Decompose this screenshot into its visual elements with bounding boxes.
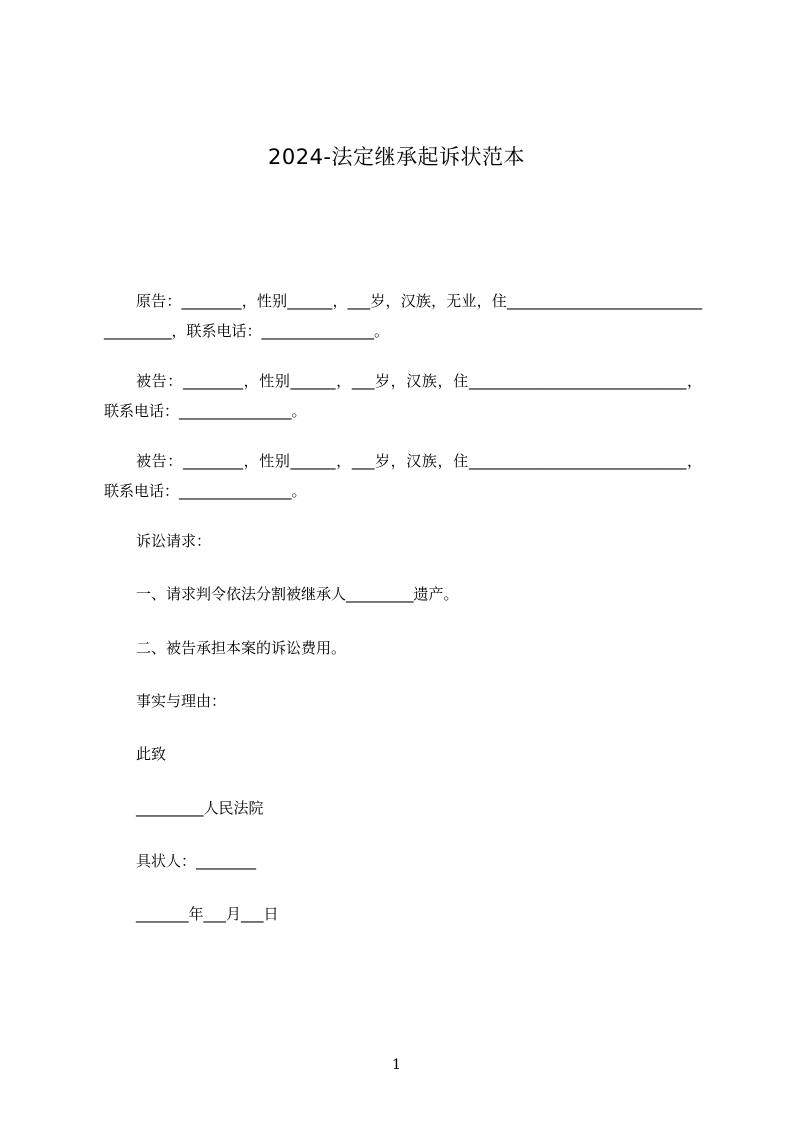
document-title: 2024-法定继承起诉状范本 — [267, 145, 526, 169]
salutation: 此致 — [136, 745, 167, 763]
facts-heading: 事实与理由： — [136, 692, 227, 710]
defendant-paragraph-2: 被告：________，性别______，___岁，汉族，住_____________________________，联系电话：_______________。 — [104, 452, 702, 500]
plaintiff-paragraph: 原告：________，性别______，___岁，汉族，无业，住___________________________________，联系电话：_______________。 — [104, 292, 702, 340]
claim-item-1: 一、请求判令依法分割被继承人_________遗产。 — [136, 585, 459, 603]
claim-item-2: 二、被告承担本案的诉讼费用。 — [136, 639, 347, 657]
date-line: _______年___月___日 — [136, 905, 279, 923]
defendant-paragraph-1: 被告：________，性别______，___岁，汉族，住_____________________________，联系电话：_______________。 — [104, 372, 702, 420]
signer-line: 具状人：________ — [136, 852, 257, 870]
court-name: _________人民法院 — [136, 799, 264, 817]
page-number: 1 — [392, 1057, 401, 1073]
claims-heading: 诉讼请求： — [136, 532, 212, 550]
